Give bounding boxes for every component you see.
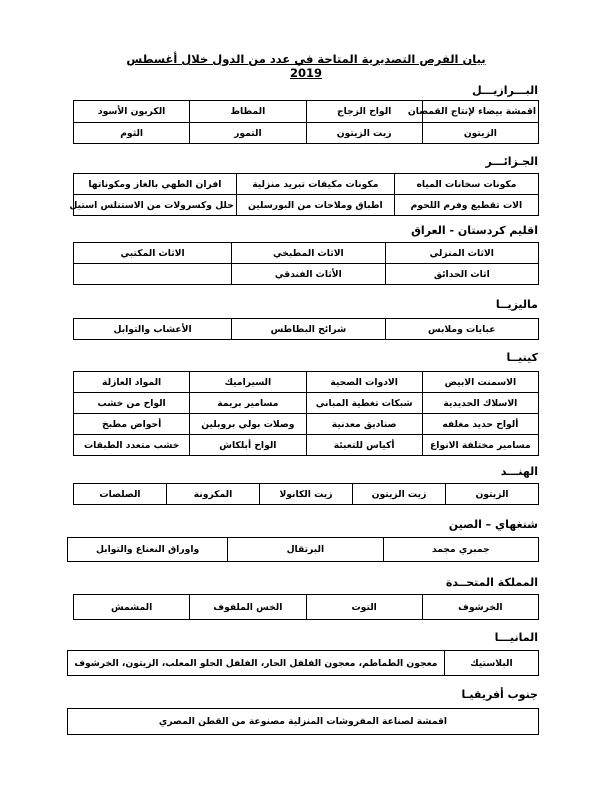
section-heading: جنوب أفريقيـا <box>461 688 538 701</box>
table-cell: الواح من خشب <box>74 393 190 414</box>
table-row <box>74 595 539 620</box>
table-cell: المشمش <box>74 595 190 620</box>
country-table <box>73 100 539 144</box>
table-cell: اقمشة لصناعة المفروشات المنزلية مصنوعة من القطن المصري <box>68 709 539 735</box>
section-heading: المانيـــا <box>494 631 538 644</box>
country-table <box>69 173 539 216</box>
table-cell: صناديق معدنية <box>306 414 422 435</box>
table-cell: مسامير بريمة <box>190 393 306 414</box>
table-cell: اثاث الحدائق <box>385 264 538 285</box>
table-row <box>68 709 539 735</box>
country-table <box>73 318 539 340</box>
table-cell: واوراق النعناع والتوابل <box>68 538 228 562</box>
section-heading: شنغهاي – الصين <box>448 518 538 531</box>
table-cell: الاثاث المطبخي <box>232 243 385 264</box>
section-heading: ماليزيــا <box>495 298 538 311</box>
table-row <box>68 538 539 562</box>
page-title: بيان الفرص التصديرية المتاحة في عدد من الدول خلال أغسطس 2019 <box>126 52 486 80</box>
country-table <box>73 483 539 505</box>
table-cell: الثوم <box>74 123 190 144</box>
table-cell: الزيتون <box>446 484 539 505</box>
country-table <box>73 371 539 456</box>
table-cell: الخس الملفوف <box>190 595 306 620</box>
table-row <box>74 414 539 435</box>
table-cell: البلاستيك <box>444 651 538 676</box>
country-table <box>67 708 539 735</box>
table-row <box>74 101 539 123</box>
table-cell: حلل وكسرولات من الاستنلس استيل <box>74 195 237 216</box>
table-cell: مكونات مكيفات تبريد منزلية <box>236 174 394 195</box>
table-row <box>74 393 539 414</box>
table-cell: اطباق وملاحات من البورسلين <box>236 195 394 216</box>
table-cell: زيت الكانولا <box>260 484 353 505</box>
table-cell: المواد العازلة <box>74 372 190 393</box>
table-cell: مسامير مختلفة الانواع <box>422 435 538 456</box>
table-cell: الخرشوف <box>422 595 538 620</box>
country-table <box>67 537 539 562</box>
table-cell: الأثاث الفندقي <box>232 264 385 285</box>
table-cell: الواح الزجاج <box>306 101 422 123</box>
table-cell: زيت الزيتون <box>306 123 422 144</box>
table-row <box>74 174 539 195</box>
table-cell: الاسلاك الحديدية <box>422 393 538 414</box>
table-cell: ألواح حديد مغلفه <box>422 414 538 435</box>
section-heading: اقليم كردستان - العراق <box>411 224 538 237</box>
table-cell: خشب متعدد الطبقات <box>74 435 190 456</box>
table-cell: البرتقال <box>228 538 383 562</box>
table-row <box>74 435 539 456</box>
table-cell: زيت الزيتون <box>353 484 446 505</box>
table-cell: مكونات سخانات المياه <box>394 174 538 195</box>
table-cell: الاسمنت الابيض <box>422 372 538 393</box>
country-table <box>73 594 539 620</box>
country-table <box>73 242 539 285</box>
table-row <box>74 243 539 264</box>
table-cell: أحواض مطبخ <box>74 414 190 435</box>
table-cell: المطاط <box>190 101 306 123</box>
table-cell: الأعشاب والتوابل <box>74 319 232 340</box>
section-heading: المملكة المتحــدة <box>445 576 538 589</box>
table-cell: معجون الطماطم، معجون الفلفل الحار، الفلفل الحلو المعلب، الزيتون، الخرشوف <box>68 651 445 676</box>
table-cell: شبكات تغطية المباني <box>306 393 422 414</box>
section-heading: الهنـــد <box>500 465 538 478</box>
table-cell: التمور <box>190 123 306 144</box>
section-heading: كينيــا <box>506 351 538 364</box>
table-row <box>74 123 539 144</box>
table-cell: عبايات وملابس <box>385 319 538 340</box>
table-cell: وصلات بولي بروبلين <box>190 414 306 435</box>
table-cell: الاثاث المنزلي <box>385 243 538 264</box>
table-cell: جمبري مجمد <box>383 538 538 562</box>
table-cell: الصلصات <box>74 484 167 505</box>
table-cell: الكربون الأسود <box>74 101 190 123</box>
table-row <box>74 195 539 216</box>
table-cell: المكرونة <box>167 484 260 505</box>
table-cell: التوت <box>306 595 422 620</box>
country-table <box>67 650 539 676</box>
section-heading: الجـزائـــر <box>485 155 538 168</box>
table-cell <box>74 264 232 285</box>
table-row <box>74 484 539 505</box>
section-heading: البـــرازيـــل <box>472 84 538 97</box>
table-row <box>74 372 539 393</box>
table-cell: السيراميك <box>190 372 306 393</box>
table-cell: الاثاث المكتبي <box>74 243 232 264</box>
table-cell: شرائح البطاطس <box>232 319 385 340</box>
table-cell: افران الطهي بالغاز ومكوناتها <box>74 174 237 195</box>
table-row <box>74 264 539 285</box>
table-cell: اقمشة بيضاء لإنتاج القمصان <box>422 101 538 123</box>
table-row <box>68 651 539 676</box>
table-cell: الات تقطيع وفرم اللحوم <box>394 195 538 216</box>
table-cell: الواح أبلكاش <box>190 435 306 456</box>
table-row <box>74 319 539 340</box>
table-cell: أكياس للتعبئة <box>306 435 422 456</box>
table-cell: الزيتون <box>422 123 538 144</box>
table-cell: الادوات الصحية <box>306 372 422 393</box>
